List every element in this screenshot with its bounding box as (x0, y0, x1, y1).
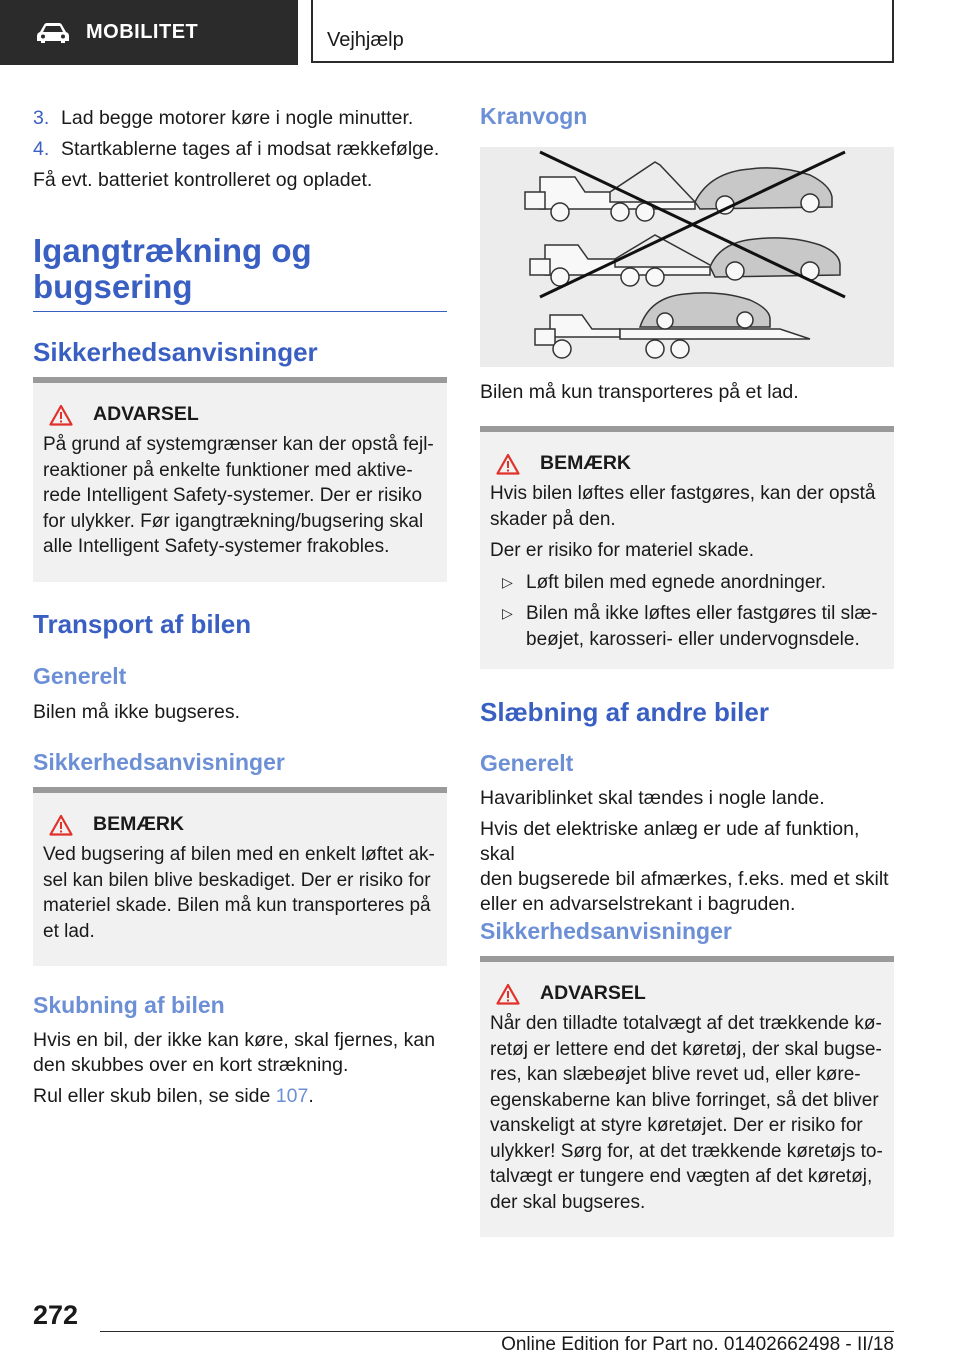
note-title: BEMÆRK (49, 813, 437, 836)
page-reference-link[interactable]: 107 (275, 1085, 309, 1107)
warning-title: ADVARSEL (49, 403, 437, 426)
warning-triangle-icon (496, 453, 520, 475)
warning-box: ADVARSEL På grund af systemgrænser kan der opstå fejl- reaktioner på enkelte funktioner med aktive- rede Intelligent Safety-systemer. Der er risiko for ulykker. Før igangtrækning/bugsering skal alle Intelligent Safety-systemer frakobles. (33, 377, 447, 582)
paragraph: Bilen må ikke bugseres. (33, 701, 241, 723)
warning-triangle-icon (496, 983, 520, 1005)
triangle-bullet-icon: ▷ (502, 605, 513, 621)
subsection-heading: Kranvogn (480, 103, 588, 129)
list-item: ▷ Bilen må ikke løftes eller fastgøres til slæ- beøjet, karosseri- eller undervognsdele. (490, 601, 884, 652)
warning-triangle-icon (49, 404, 73, 426)
section-heading: Transport af bilen (33, 609, 252, 639)
tow-truck-illustration-drawing (480, 147, 894, 367)
subsection-heading: Sikkerhedsanvisninger (480, 918, 732, 944)
header-section-tab (0, 0, 298, 65)
list-item: ▷ Løft bilen med egnede anordninger. (490, 570, 884, 596)
figure-caption: Bilen må kun transporteres på et lad. (480, 381, 799, 403)
subsection-heading: Skubning af bilen (33, 992, 225, 1018)
note-box: BEMÆRK Ved bugsering af bilen med en enkelt løftet ak- sel kan bilen blive beskadiget. Der er risiko for materiel skade. Bilen må kun transporteres på et lad. (33, 787, 447, 966)
section-heading: Sikkerhedsanvisninger (33, 337, 318, 367)
list-item: 4. Startkablerne tages af i modsat rækkefølge. (33, 138, 440, 160)
footer-rule (100, 1331, 894, 1332)
list-item: 3. Lad begge motorer køre i nogle minutter. (33, 107, 414, 129)
skub-text: Hvis en bil, der ikke kan køre, skal fjernes, kan den skubbes over en kort strækning. Rul eller skub bilen, se side 107. (33, 1029, 436, 1107)
subsection-heading: Generelt (480, 750, 574, 776)
left-column (33, 106, 447, 193)
tow-truck-illustration (480, 147, 894, 367)
subsection-heading: Sikkerhedsanvisninger (33, 749, 285, 775)
header-chapter-tab (311, 0, 894, 63)
car-icon (36, 22, 70, 44)
chapter-label: Vejhjælp (327, 29, 404, 51)
triangle-bullet-icon: ▷ (502, 573, 513, 590)
edition-text: Online Edition for Part no. 01402662498 - II/18 (501, 1334, 894, 1355)
heading-rule (33, 311, 447, 312)
chapter-heading: Igangtrækning og bugsering (33, 232, 312, 305)
paragraph: Få evt. batteriet kontrolleret og opladet. (33, 169, 373, 191)
section-label: MOBILITET (86, 21, 199, 43)
warning-triangle-icon (49, 814, 73, 836)
subsection-heading: Generelt (33, 663, 127, 689)
note-box: BEMÆRK Hvis bilen løftes eller fastgøres, kan der opstå skader på den. Der er risiko for materiel skade. ▷ Løft bilen med egnede anordninger. ▷ Bilen må ikke løftes eller fastgøres til slæ- beøjet, karosseri- eller undervognsdele. (480, 426, 894, 669)
note-title: BEMÆRK (496, 452, 884, 475)
page-number: 272 (33, 1300, 79, 1330)
warning-title: ADVARSEL (496, 982, 884, 1005)
generelt-text: Havariblinket skal tændes i nogle lande. Hvis det elektriske anlæg er ude af funktion, skal den bugserede bil afmærkes, f.eks. med et skilt eller en advarselstrekant i bagruden. (480, 787, 889, 915)
warning-box: ADVARSEL Når den tilladte totalvægt af det trækkende kø- retøj er lettere end det køretøj, der skal bugse- res, kan slæbeøjet blive revet ud, eller køre- egenskaberne kan blive forringet, så det bliver vanskeligt at styre køretøjet. Der er risiko for ulykker! Sørg for, at det trækkende køretøjs to- talvægt er tungere end vægten af det køretøj, der skal bugseres. (480, 956, 894, 1237)
section-heading: Slæbning af andre biler (480, 697, 769, 727)
